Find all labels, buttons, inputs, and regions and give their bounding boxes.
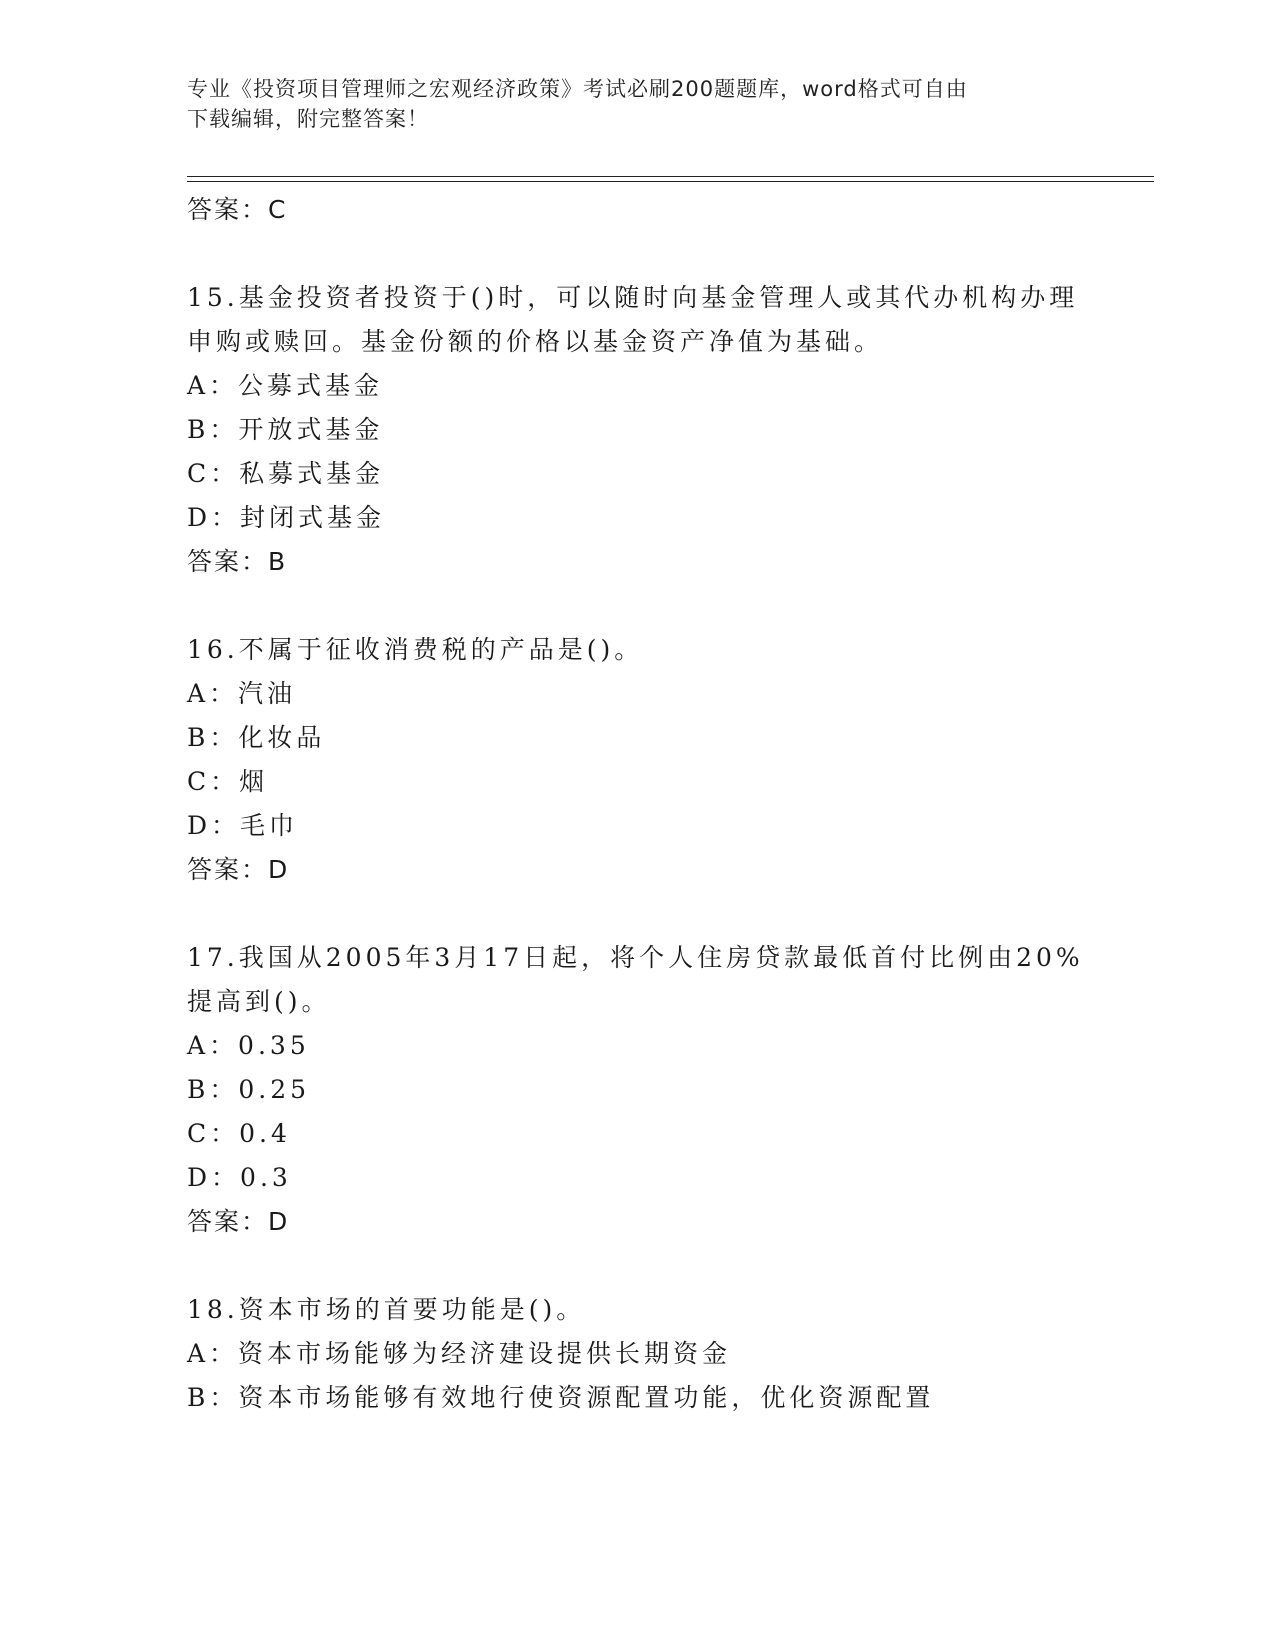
header-rule-top (187, 176, 1154, 177)
question-text: 16.不属于征收消费税的产品是()。 (187, 635, 644, 664)
option-d: D：封闭式基金 (187, 503, 386, 532)
question-18 (187, 1288, 1147, 1420)
question-16 (187, 628, 1147, 892)
header-line-2: 下载编辑，附完整答案！ (187, 107, 429, 131)
document-header (187, 74, 1077, 134)
option-b: B：开放式基金 (187, 415, 384, 444)
question-text: 17.我国从2005年3月17日起，将个人住房贷款最低首付比例由20% (187, 943, 1084, 972)
option-a: A：资本市场能够为经济建设提供长期资金 (187, 1339, 732, 1368)
option-c: C：0.4 (187, 1119, 291, 1148)
header-rule-bottom (187, 181, 1154, 182)
option-a: A：公募式基金 (187, 371, 384, 400)
question-text: 18.资本市场的首要功能是()。 (187, 1295, 586, 1324)
previous-answer: 答案：C (187, 195, 288, 224)
option-a: A：汽油 (187, 679, 297, 708)
option-b: B：资本市场能够有效地行使资源配置功能，优化资源配置 (187, 1383, 935, 1412)
question-17 (187, 936, 1147, 1244)
option-c: C：烟 (187, 767, 269, 796)
option-b: B：化妆品 (187, 723, 326, 752)
question-list (187, 188, 1147, 1420)
question-text: 提高到()。 (187, 987, 331, 1016)
header-line-1: 专业《投资项目管理师之宏观经济政策》考试必刷200题题库，word格式可自由 (187, 77, 968, 101)
option-b: B：0.25 (187, 1075, 311, 1104)
option-d: D：毛巾 (187, 811, 299, 840)
question-text: 15.基金投资者投资于()时，可以随时向基金管理人或其代办机构办理 (187, 283, 1079, 312)
answer: 答案：D (187, 1207, 290, 1236)
answer: 答案：B (187, 547, 288, 576)
option-a: A：0.35 (187, 1031, 310, 1060)
option-d: D：0.3 (187, 1163, 292, 1192)
option-c: C：私募式基金 (187, 459, 385, 488)
answer: 答案：D (187, 855, 290, 884)
question-text: 申购或赎回。基金份额的价格以基金资产净值为基础。 (187, 327, 884, 356)
question-15 (187, 276, 1147, 584)
